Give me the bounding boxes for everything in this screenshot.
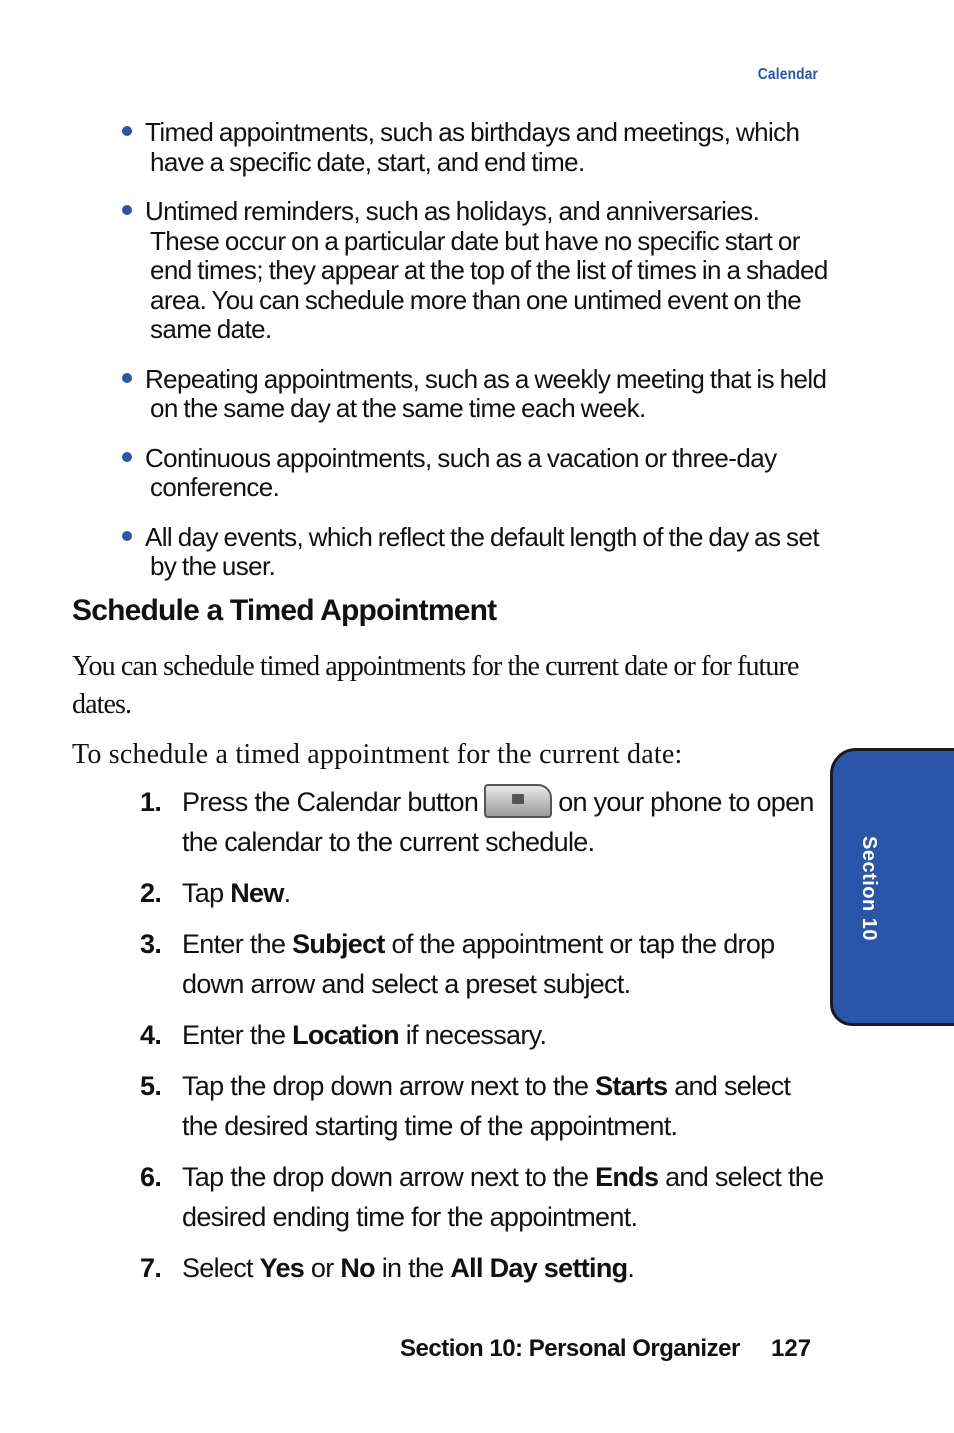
- intro-paragraph: You can schedule timed appointments for the current date or for future dates.: [72, 651, 799, 720]
- step-item: [140, 782, 825, 862]
- step-text: if necessary.: [398, 1020, 547, 1050]
- bullet-text: Timed appointments, such as birthdays and meetings, which have a specific date, start, and end time.: [145, 117, 800, 177]
- list-item: [122, 197, 832, 345]
- list-item: [122, 444, 832, 503]
- section-tab: [830, 748, 954, 1026]
- step-text: Select: [182, 1253, 260, 1283]
- step-number: 2.: [140, 878, 162, 908]
- bullet-icon: [122, 126, 132, 136]
- step-number: 4.: [140, 1020, 162, 1050]
- page-number: 127: [771, 1335, 812, 1362]
- bullet-text: Continuous appointments, such as a vacation or three-day conference.: [145, 442, 777, 502]
- appointment-types-list: [122, 118, 832, 602]
- step-text: .: [627, 1253, 635, 1283]
- step-number: 3.: [140, 929, 162, 959]
- step-number: 6.: [140, 1162, 162, 1192]
- calendar-button-icon: [484, 784, 552, 818]
- bullet-text: Repeating appointments, such as a weekly meeting that is held on the same day at the same time each week.: [145, 363, 827, 423]
- instruction-lead: To schedule a timed appointment for the current date:: [72, 739, 683, 770]
- bullet-icon: [122, 205, 132, 215]
- step-text: .: [283, 878, 291, 908]
- step-number: 5.: [140, 1071, 162, 1101]
- step-text: Press the Calendar button: [182, 787, 479, 817]
- step-item: [140, 1015, 825, 1055]
- list-item: [122, 523, 832, 582]
- step-text: Tap the drop down arrow next to the: [182, 1071, 596, 1101]
- step-number: 1.: [140, 787, 162, 817]
- step-keyword: No: [340, 1253, 375, 1283]
- step-keyword: Yes: [259, 1253, 305, 1283]
- step-text: on your phone to open the calendar to the current schedule.: [182, 787, 814, 857]
- bullet-icon: [122, 452, 132, 462]
- step-item: [140, 924, 825, 1004]
- step-item: [140, 1066, 825, 1146]
- section-heading: Schedule a Timed Appointment: [72, 594, 497, 627]
- step-text: Enter the: [182, 1020, 293, 1050]
- footer-title: Section 10: Personal Organizer: [400, 1335, 740, 1362]
- step-item: [140, 873, 825, 913]
- step-text: and select the desired ending time for the appointment.: [182, 1162, 824, 1232]
- step-item: [140, 1157, 825, 1237]
- step-number: 7.: [140, 1253, 162, 1283]
- step-text: of the appointment or tap the drop down arrow and select a preset subject.: [182, 929, 775, 999]
- step-keyword: Ends: [595, 1162, 659, 1192]
- steps-list: [140, 782, 825, 1299]
- running-header: Calendar: [757, 66, 818, 83]
- step-item: [140, 1248, 825, 1288]
- list-item: [122, 365, 832, 424]
- step-keyword: Starts: [595, 1071, 668, 1101]
- step-keyword: Location: [292, 1020, 399, 1050]
- step-keyword: Subject: [292, 929, 385, 959]
- bullet-text: Untimed reminders, such as holidays, and anniversaries. These occur on a particular date but have no specific start or end times; they appear at the top of the list of times in a shaded area. You can schedule more than one untimed event on the same date.: [145, 196, 828, 344]
- step-text: Tap the drop down arrow next to the: [182, 1162, 596, 1192]
- step-keyword: All Day setting: [450, 1253, 628, 1283]
- bullet-icon: [122, 373, 132, 383]
- list-item: [122, 118, 832, 177]
- step-text: and select the desired starting time of the appointment.: [182, 1071, 791, 1141]
- bullet-text: All day events, which reflect the default length of the day as set by the user.: [145, 521, 819, 581]
- step-text: in the: [374, 1253, 451, 1283]
- section-tab-label: Section 10: [858, 836, 880, 942]
- step-keyword: New: [230, 878, 284, 908]
- step-text: or: [304, 1253, 341, 1283]
- step-text: Tap: [182, 878, 231, 908]
- step-text: Enter the: [182, 929, 293, 959]
- bullet-icon: [122, 531, 132, 541]
